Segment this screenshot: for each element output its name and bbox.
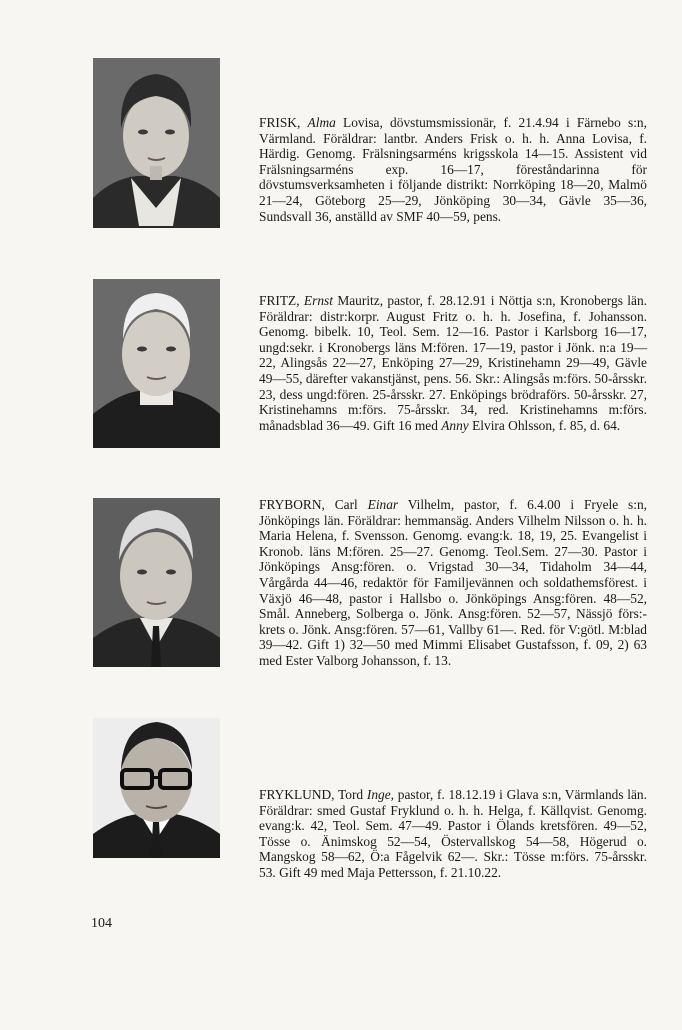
surname: FRITZ, (259, 293, 300, 308)
given-name-italic: Ernst (303, 293, 333, 308)
first-name: Carl (324, 497, 368, 512)
surname: FRYBORN, (259, 497, 325, 512)
given-name-italic: Einar (367, 497, 399, 512)
bio-text: pastor, f. 18.12.19 i Glava s:n, Värmlands län. Föräldrar: smed Gustaf Fryklund o. h. h. Helga, f. Källqvist. Genomg. evang:k. 42, Teol. Sem. 47—49. Pastor i Ölands kretsfören. 49—52, Tösse o. Änimskog 52—54, Östervallskog 54—58, Högerud o. Mangskog 58—62, Ö:a Fågelvik 62—. Skr.: Tösse m:förs. 75-årsskr. 53. Gift 49 med Maja Pettersson, f. 21.10.22. (259, 787, 647, 880)
portrait-photo-fryborn (93, 498, 220, 667)
surname: FRISK, (259, 115, 301, 130)
surname: FRYKLUND, (259, 787, 335, 802)
biography-fryborn (259, 497, 647, 669)
biography-frisk (259, 115, 647, 224)
bio-text: Mauritz, pastor, f. 28.12.91 i Nöttja s:n, Kronobergs län. Föräldrar: distr:korpr. August Fritz o. h. h. Josefina, f. Johansson. Genomg. bibelk. 10, Teol. Sem. 12—16. Pastor i Karlsborg 16—17, ungd:sekr. i Kronobergs läns M:fören. 17—19, pastor i Jönk. n:a 19—22, Alingsås 22—27, Enköping 27—29, Kristinehamn 29—49, Gävle 49—55, därefter vakanstjänst, pens. 56. Skr.: Alingsås m:förs. 50-årsskr. 23, dess ungd:fören. 25-årsskr. 27. Enköpings brödraförs. 50-årsskr. 27, Kristinehamns m:förs. 75-årsskr. 34, red. Kristinehamns m:förs. månadsblad 36—49. Gift 16 med (259, 293, 647, 433)
bio-text: Vilhelm, pastor, f. 6.4.00 i Fryele s:n, Jönköpings län. Föräldrar: hemmansäg. Anders Vilhelm Nilsson o. h. h. Maria Helena, f. Svensson. Genomg. evang:k. 18, 19, 25. Evangelist i Kronob. läns M:fören. 25—27. Genomg. Teol.Sem. 27—30. Pastor i Jönköpings Ansg:fören. o. Vrigstad 30—34, Tidaholm 34—44, Vårgårda 44—46, redaktör för Familjevännen och soldathemsförest. i Växjö 46—48, pastor i Hallsbo o. Jönköpings Ansg:fören. 48—52, Smål. Anneberg, Solberga o. Jönk. Ansg:fören. 52—57, Nässjö förs:krets o. Jönk. Ansg:fören. 57—61, Vallby 61—. Red. för V:götl. M:blad 39—42. Gift 1) 32—50 med Mimmi Elisabet Gustafsson, f. 09, 2) 63 med Ester Valborg Johansson, f. 13. (259, 497, 648, 668)
portrait-photo-fritz (93, 279, 220, 448)
portrait-photo-fryklund (93, 718, 220, 858)
given-name-italic: Inge, (366, 787, 395, 802)
page-number: 104 (91, 916, 112, 931)
first-name: Tord (334, 787, 367, 802)
given-name-italic: Alma (307, 115, 336, 130)
biography-fryklund (259, 787, 647, 881)
spouse-name-italic: Anny (441, 417, 469, 433)
portrait-photo-frisk (93, 58, 220, 228)
biography-fritz (259, 293, 647, 433)
bio-text-end: Elvira Ohlsson, f. 85, d. 64. (468, 417, 621, 433)
bio-text: Lovisa, dövstumsmissionär, f. 21.4.94 i Färnebo s:n, Värmland. Föräldrar: lantbr. Anders Frisk o. h. h. Anna Lovisa, f. Härdig. Genomg. Frälsningsarméns krigsskola 14—15. Assistent vid Frälsningsarméns exp. 16—17, föreståndarinna för dövstumsverksamheten i följande distrikt: Norrköping 18—20, Malmö 21—24, Göteborg 25—29, Jönköping 30—34, Gävle 35—36, Sundsvall 36, anställd av SMF 40—59, pens. (259, 115, 647, 224)
